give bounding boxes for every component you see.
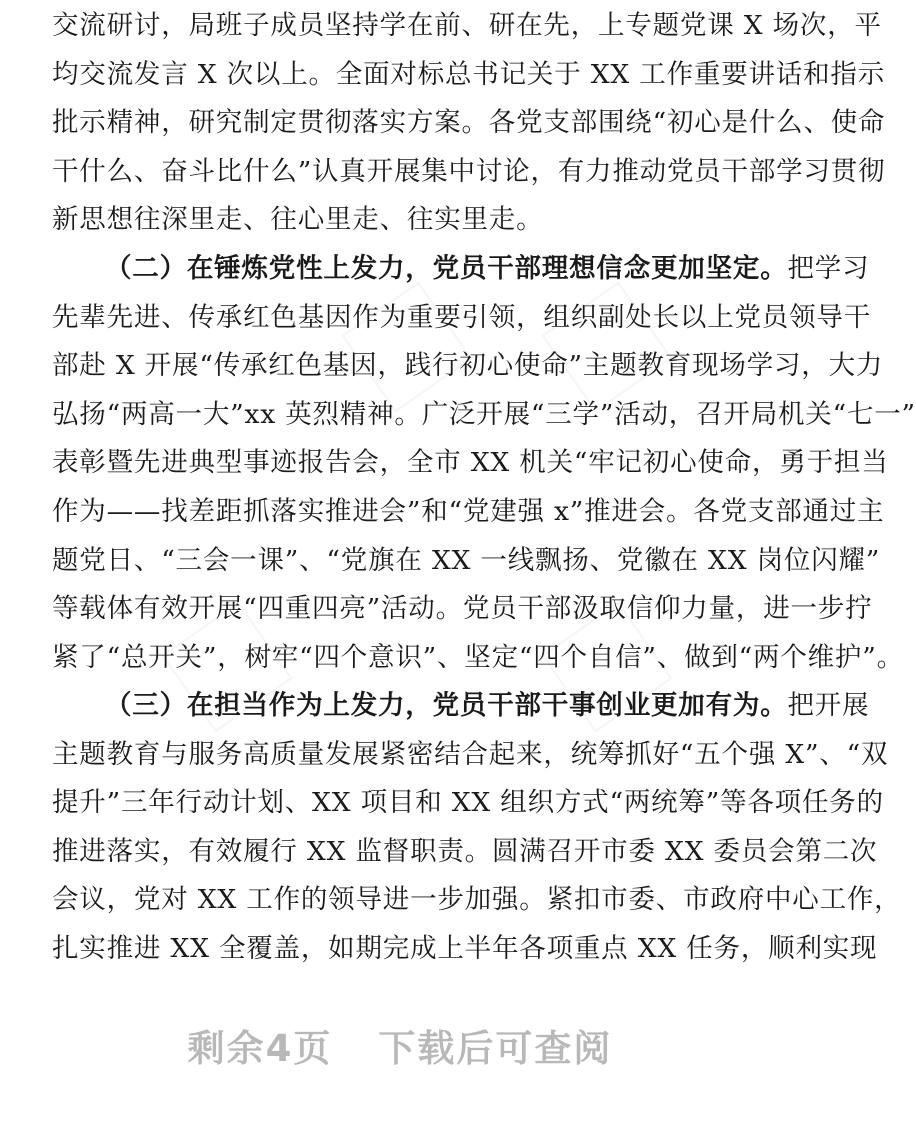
text-line: 题党日、“三会一课”、“党旗在 XX 一线飘扬、党徽在 XX 岗位闪耀” bbox=[52, 544, 881, 576]
text-line bbox=[52, 682, 870, 731]
text-line: 推进落实，有效履行 XX 监督职责。圆满召开市委 XX 委员会第二次 bbox=[52, 835, 878, 867]
download-to-view-label: 下载后可查阅 bbox=[378, 1027, 613, 1070]
text-line: 作为——找差距抓落实推进会”和“党建强 x”推进会。各党支部通过主 bbox=[52, 495, 885, 527]
text-line: 主题教育与服务高质量发展紧密结合起来，统筹抓好“五个强 X”、“双 bbox=[52, 738, 889, 770]
text-line: 批示精神，研究制定贯彻落实方案。各党支部围绕“初心是什么、使命 bbox=[52, 107, 886, 139]
remaining-pages-label: 剩余4页 bbox=[187, 1027, 333, 1070]
download-prompt-banner[interactable] bbox=[0, 1018, 800, 1072]
text-fragment: 把学习 bbox=[787, 253, 870, 284]
paragraph-2 bbox=[52, 245, 916, 682]
text-line: 干什么、奋斗比什么”认真开展集中讨论，有力推动党员干部学习贯彻 bbox=[52, 155, 886, 187]
section-heading-2: （二）在锤炼党性上发力，党员干部理想信念更加坚定。 bbox=[105, 253, 788, 284]
text-line: 会议，党对 XX 工作的领导进一步加强。紧扣市委、市政府中心工作， bbox=[52, 884, 902, 916]
text-line: 扎实推进 XX 全覆盖，如期完成上半年各项重点 XX 任务，顺利实现 bbox=[52, 932, 878, 964]
text-line: 等载体有效开展“四重四亮”活动。党员干部汲取信仰力量，进一步拧 bbox=[52, 593, 873, 625]
text-line: 均交流发言 X 次以上。全面对标总书记关于 XX 工作重要讲话和指示 bbox=[52, 58, 885, 90]
text-line: 弘扬“两高一大”xx 英烈精神。广泛开展“三学”活动，召开局机关“七一” bbox=[52, 398, 916, 430]
text-line: 部赴 X 开展“传承红色基因，践行初心使命”主题教育现场学习，大力 bbox=[52, 350, 884, 382]
paragraph-1 bbox=[52, 2, 886, 245]
text-line: 先辈先进、传承红色基因作为重要引领，组织副处长以上党员领导干 bbox=[52, 301, 871, 333]
section-heading-3: （三）在担当作为上发力，党员干部干事创业更加有为。 bbox=[105, 690, 788, 721]
paragraph-3 bbox=[52, 682, 902, 974]
text-line: 紧了“总开关”，树牢“四个意识”、坚定“四个自信”、做到“两个维护”。 bbox=[52, 641, 904, 673]
text-fragment: 把开展 bbox=[787, 690, 870, 721]
text-line: 表彰暨先进典型事迹报告会，全市 XX 机关“牢记初心使命，勇于担当 bbox=[52, 447, 889, 479]
text-line: 提升”三年行动计划、XX 项目和 XX 组织方式“两统筹”等各项任务的 bbox=[52, 787, 884, 819]
text-line: 交流研讨，局班子成员坚持学在前、研在先，上专题党课 X 场次，平 bbox=[52, 10, 882, 41]
text-line: 新思想往深里走、往心里走、往实里走。 bbox=[52, 204, 544, 236]
text-line bbox=[52, 245, 870, 294]
